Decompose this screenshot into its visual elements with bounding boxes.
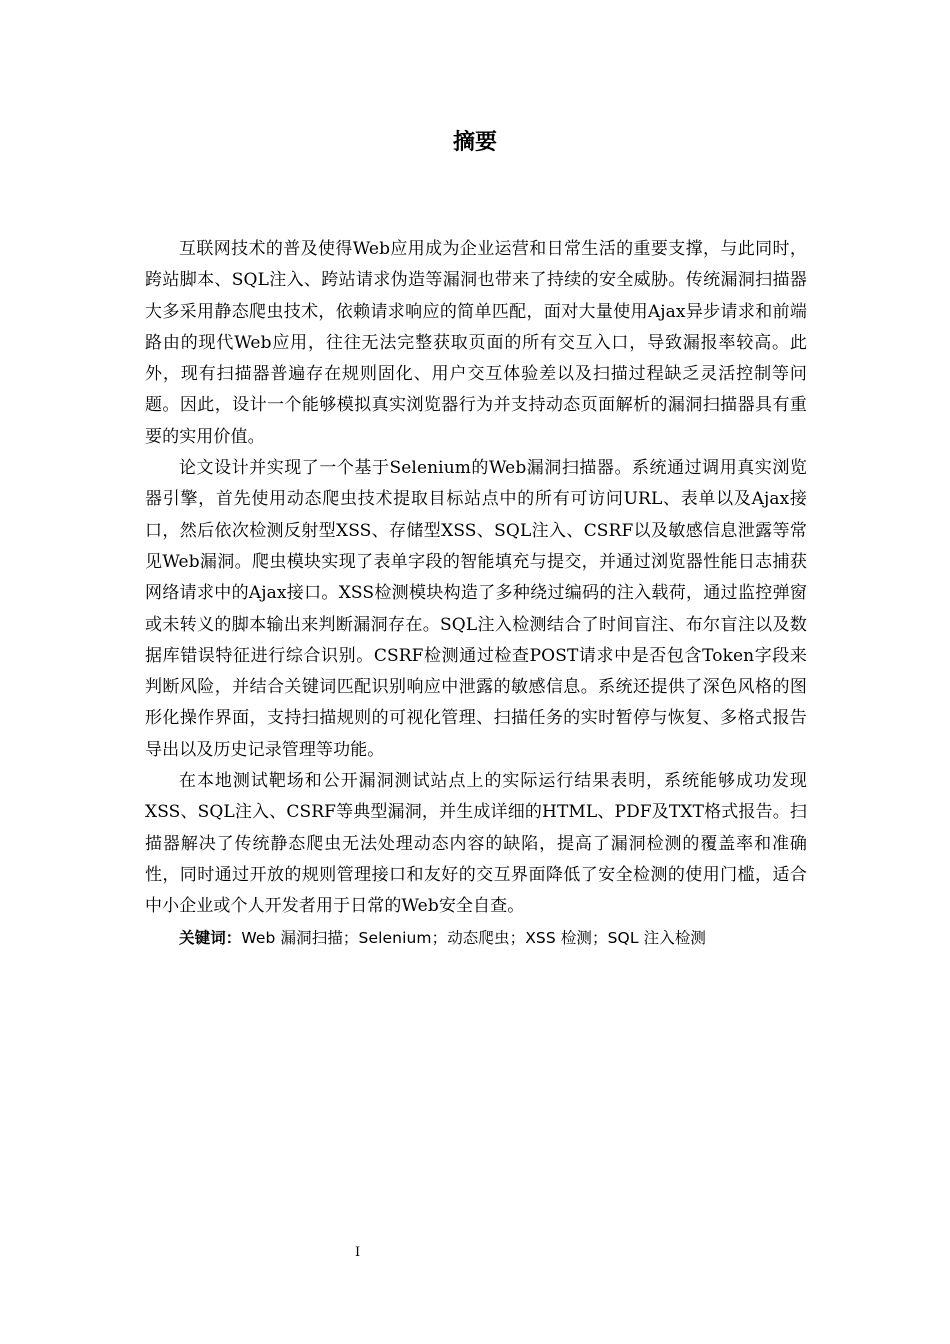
keywords-label: 关键词： [179,928,242,947]
keywords-value: Web 漏洞扫描；Selenium；动态爬虫；XSS 检测；SQL 注入检测 [241,928,707,947]
abstract-body [145,234,807,954]
abstract-paragraph-3: 在本地测试靶场和公开漏洞测试站点上的实际运行结果表明，系统能够成功发现XSS、SQL注入、CSRF等典型漏洞，并生成详细的HTML、PDF及TXT格式报告。扫描器解决了传统静态爬虫无法处理动态内容的缺陷，提高了漏洞检测的覆盖率和准确性，同时通过开放的规则管理接口和友好的交互界面降低了安全检测的使用门槛，适合中小企业或个人开发者用于日常的Web安全自查。 [145,771,807,917]
abstract-paragraph-2: 论文设计并实现了一个基于Selenium的Web漏洞扫描器。系统通过调用真实浏览器引擎，首先使用动态爬虫技术提取目标站点中的所有可访问URL、表单以及Ajax接口，然后依次检测反射型XSS、存储型XSS、SQL注入、CSRF以及敏感信息泄露等常见Web漏洞。爬虫模块实现了表单字段的智能填充与提交，并通过浏览器性能日志捕获网络请求中的Ajax接口。XSS检测模块构造了多种绕过编码的注入载荷，通过监控弹窗或未转义的脚本输出来判断漏洞存在。SQL注入检测结合了时间盲注、布尔盲注以及数据库错误特征进行综合识别。CSRF检测通过检查POST请求中是否包含Token字段来判断风险，并结合关键词匹配识别响应中泄露的敏感信息。系统还提供了深色风格的图形化操作界面，支持扫描规则的可视化管理、扫描任务的实时暂停与恢复、多格式报告导出以及历史记录管理等功能。 [145,458,807,760]
abstract-paragraph-1: 互联网技术的普及使得Web应用成为企业运营和日常生活的重要支撑，与此同时，跨站脚本、SQL注入、跨站请求伪造等漏洞也带来了持续的安全威胁。传统漏洞扫描器大多采用静态爬虫技术，依赖请求响应的简单匹配，面对大量使用Ajax异步请求和前端路由的现代Web应用，往往无法完整获取页面的所有交互入口，导致漏报率较高。此外，现有扫描器普遍存在规则固化、用户交互体验差以及扫描过程缺乏灵活控制等问题。因此，设计一个能够模拟真实浏览器行为并支持动态页面解析的漏洞扫描器具有重要的实用价值。 [145,239,807,447]
keywords-line [145,923,807,954]
page-title: 摘要 [452,130,497,155]
page-number: I [355,1245,361,1260]
